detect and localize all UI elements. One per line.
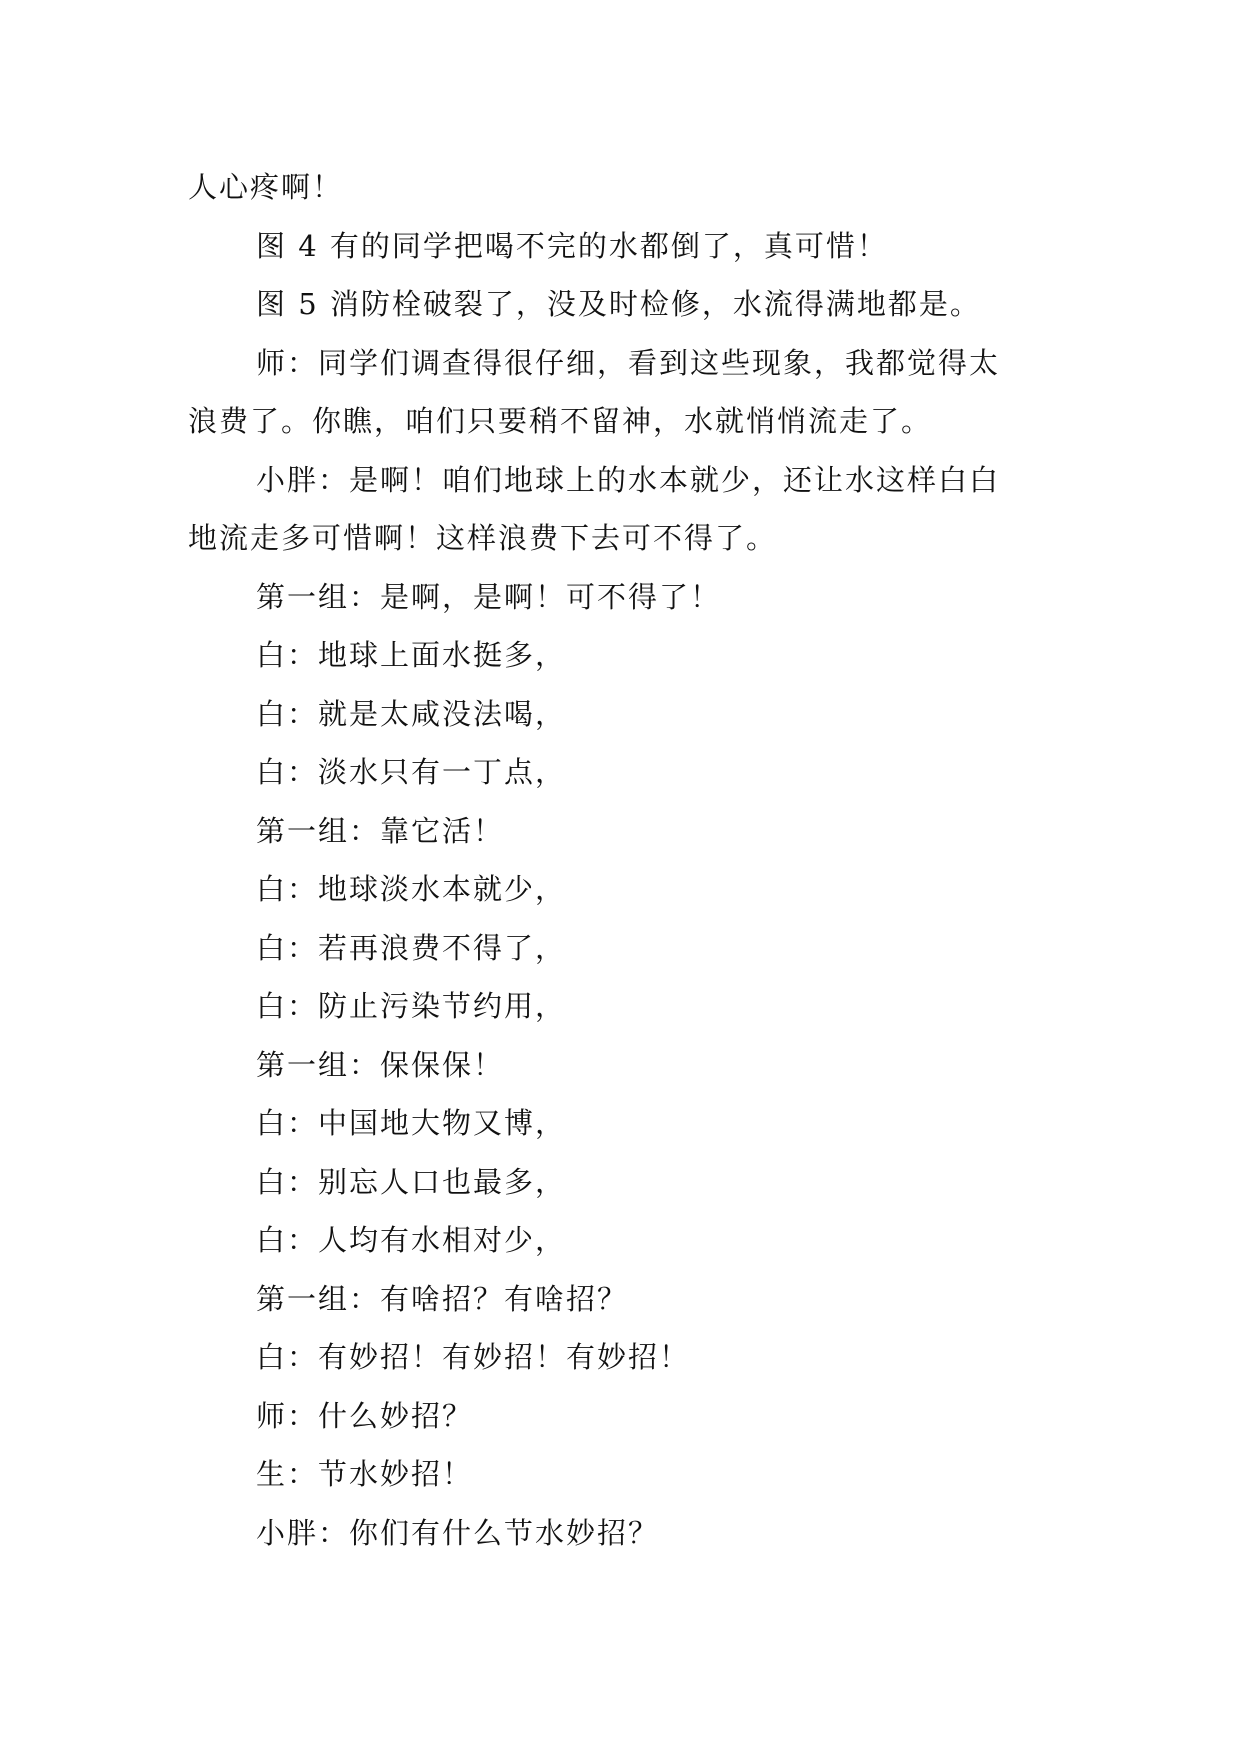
text-line: 师：同学们调查得很仔细，看到这些现象，我都觉得太 bbox=[256, 345, 1001, 380]
text-line: 白：地球淡水本就少， bbox=[256, 872, 567, 906]
text-line: 白：人均有水相对少， bbox=[256, 1223, 567, 1257]
text-line: 白：中国地大物又博， bbox=[256, 1106, 567, 1140]
text-line: 生：节水妙招！ bbox=[256, 1457, 474, 1491]
text-line: 白：防止污染节约用， bbox=[256, 989, 567, 1023]
text-line: 浪费了。你瞧，咱们只要稍不留神，水就悄悄流走了。 bbox=[188, 404, 933, 438]
text-line: 白：有妙招！有妙招！有妙招！ bbox=[256, 1340, 691, 1374]
text-line: 小胖：是啊！咱们地球上的水本就少，还让水这样白白 bbox=[256, 462, 1001, 497]
document-page bbox=[188, 158, 1058, 1562]
text-line: 人心疼啊！ bbox=[188, 170, 344, 204]
text-line: 第一组：靠它活！ bbox=[256, 813, 505, 848]
text-line: 图 4 有的同学把喝不完的水都倒了，真可惜！ bbox=[256, 228, 888, 263]
text-line: 师：什么妙招？ bbox=[256, 1398, 474, 1433]
text-line: 地流走多可惜啊！这样浪费下去可不得了。 bbox=[188, 521, 778, 555]
text-line: 白：淡水只有一丁点， bbox=[256, 755, 567, 789]
text-line: 第一组：是啊，是啊！可不得了！ bbox=[256, 579, 722, 614]
text-line: 图 5 消防栓破裂了，没及时检修，水流得满地都是。 bbox=[256, 287, 981, 321]
text-line: 第一组：保保保！ bbox=[256, 1047, 505, 1082]
text-line: 小胖：你们有什么节水妙招？ bbox=[256, 1515, 660, 1550]
text-line: 白：就是太咸没法喝， bbox=[256, 696, 567, 731]
text-line: 第一组：有啥招？有啥招？ bbox=[256, 1281, 629, 1316]
text-line: 白：地球上面水挺多， bbox=[256, 638, 567, 672]
text-line: 白：若再浪费不得了， bbox=[256, 930, 567, 965]
text-line: 白：别忘人口也最多， bbox=[256, 1164, 567, 1199]
